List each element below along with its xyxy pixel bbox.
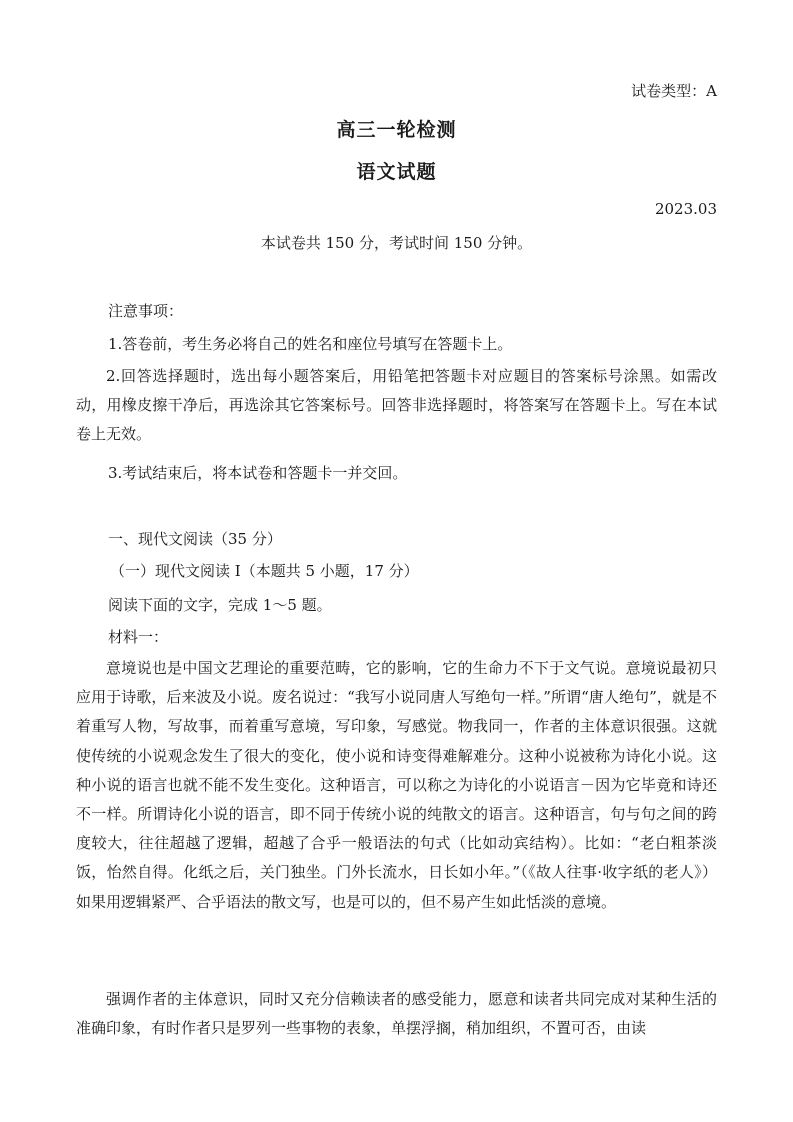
section-heading: 一、现代文阅读（35 分） xyxy=(108,530,282,548)
section-subheading: （一）现代文阅读 I（本题共 5 小题，17 分） xyxy=(110,562,419,580)
passage-paragraph-1: 意境说也是中国文艺理论的重要范畴，它的影响，它的生命力不下于文气说。意境说最初只应用于诗歌，后来波及小说。废名说过：“我写小说同唐人写绝句一样。”所谓“唐人绝句”，就是不着重写人物，写故事，而着重写意境，写印象，写感觉。物我同一，作者的主体意识很强。这就使传统的小说观念发生了很大的变化，使小说和诗变得难解难分。这种小说被称为诗化小说。这种小说的语言也就不能不发生变化。这种语言，可以称之为诗化的小说语言－因为它毕竟和诗还不一样。所谓诗化小说的语言，即不同于传统小说的纯散文的语言。这种语言，句与句之间的跨度较大，往往超越了逻辑，超越了合乎一般语法的句式（比如动宾结构）。比如：“老白粗茶淡饭，怡然自得。化纸之后，关门独坐。门外长流水，日长如小年。”（《故人往事·收字纸的老人》）如果用逻辑紧严、合乎语法的散文写，也是可以的，但不易产生如此恬淡的意境。 xyxy=(76,659,717,911)
notes-item-2: 2.回答选择题时，选出每小题答案后，用铅笔把答题卡对应题目的答案标号涂黑。如需改动，用橡皮擦干净后，再选涂其它答案标号。回答非选择题时，将答案写在答题卡上。写在本试卷上无效。 xyxy=(76,367,717,444)
exam-subtitle: 语文试题 xyxy=(356,161,437,183)
exam-type-label: 试卷类型：A xyxy=(631,82,717,100)
exam-date: 2023.03 xyxy=(654,200,717,218)
material-label: 材料一： xyxy=(108,628,169,646)
exam-info: 本试卷共 150 分，考试时间 150 分钟。 xyxy=(260,234,533,252)
reading-instruction: 阅读下面的文字，完成 1～5 题。 xyxy=(108,596,332,614)
exam-title: 高三一轮检测 xyxy=(336,119,457,141)
notes-heading: 注意事项： xyxy=(108,302,184,320)
passage-paragraph-2: 强调作者的主体意识，同时又充分信赖读者的感受能力，愿意和读者共同完成对某种生活的准确印象，有时作者只是罗列一些事物的表象，单摆浮搁，稍加组织，不置可否，由读 xyxy=(76,990,717,1038)
notes-item-3: 3.考试结束后，将本试卷和答题卡一并交回。 xyxy=(108,464,408,482)
notes-item-1: 1.答卷前，考生务必将自己的姓名和座位号填写在答题卡上。 xyxy=(108,335,513,353)
